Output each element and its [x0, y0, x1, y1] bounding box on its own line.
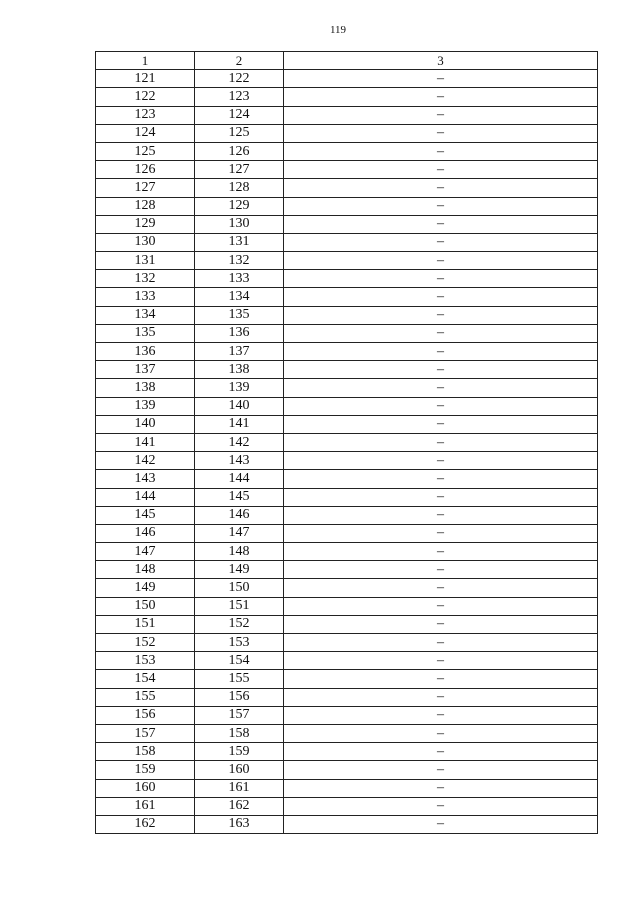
- table-cell-col-1: 157: [96, 724, 195, 742]
- table-cell-col-2: 122: [195, 70, 284, 88]
- table-cell-col-1: 132: [96, 270, 195, 288]
- table-cell-col-3: –: [284, 615, 598, 633]
- table-row: [96, 743, 598, 761]
- table-cell-col-1: 146: [96, 524, 195, 542]
- table-cell-col-2: 127: [195, 161, 284, 179]
- table-cell-col-3: –: [284, 597, 598, 615]
- table-cell-col-3: –: [284, 779, 598, 797]
- table-cell-col-1: 137: [96, 361, 195, 379]
- table-cell-col-3: –: [284, 761, 598, 779]
- table-row: [96, 597, 598, 615]
- table-cell-col-3: –: [284, 506, 598, 524]
- table-cell-col-1: 133: [96, 288, 195, 306]
- table-cell-col-1: 153: [96, 652, 195, 670]
- table-cell-col-2: 144: [195, 470, 284, 488]
- table-cell-col-1: 129: [96, 215, 195, 233]
- table-row: [96, 470, 598, 488]
- table-cell-col-3: –: [284, 88, 598, 106]
- table-cell-col-1: 147: [96, 543, 195, 561]
- table-cell-col-1: 139: [96, 397, 195, 415]
- table-cell-col-1: 159: [96, 761, 195, 779]
- column-header-3: 3: [284, 52, 598, 70]
- table-cell-col-2: 154: [195, 652, 284, 670]
- table-row: [96, 761, 598, 779]
- table-row: [96, 161, 598, 179]
- table-cell-col-1: 160: [96, 779, 195, 797]
- table-row: [96, 779, 598, 797]
- table-cell-col-1: 144: [96, 488, 195, 506]
- table-cell-col-1: 151: [96, 615, 195, 633]
- table-cell-col-3: –: [284, 215, 598, 233]
- table-cell-col-2: 143: [195, 452, 284, 470]
- table-cell-col-2: 131: [195, 233, 284, 251]
- table-cell-col-3: –: [284, 415, 598, 433]
- table-row: [96, 197, 598, 215]
- table-cell-col-2: 150: [195, 579, 284, 597]
- table-cell-col-2: 141: [195, 415, 284, 433]
- table-cell-col-2: 139: [195, 379, 284, 397]
- table-cell-col-1: 154: [96, 670, 195, 688]
- table-cell-col-3: –: [284, 70, 598, 88]
- table-cell-col-1: 126: [96, 161, 195, 179]
- table-row: [96, 306, 598, 324]
- table-row: [96, 142, 598, 160]
- table-row: [96, 397, 598, 415]
- table-cell-col-2: 133: [195, 270, 284, 288]
- table-cell-col-1: 130: [96, 233, 195, 251]
- table-cell-col-1: 136: [96, 343, 195, 361]
- table-cell-col-1: 149: [96, 579, 195, 597]
- table-cell-col-3: –: [284, 270, 598, 288]
- page-number: 119: [329, 24, 347, 36]
- table-cell-col-2: 151: [195, 597, 284, 615]
- table-cell-col-3: –: [284, 724, 598, 742]
- table-cell-col-3: –: [284, 634, 598, 652]
- table-cell-col-2: 142: [195, 433, 284, 451]
- table-cell-col-2: 156: [195, 688, 284, 706]
- table-body: [96, 70, 598, 834]
- table-row: [96, 706, 598, 724]
- table-cell-col-3: –: [284, 343, 598, 361]
- table-cell-col-2: 135: [195, 306, 284, 324]
- table-cell-col-3: –: [284, 397, 598, 415]
- table-cell-col-2: 146: [195, 506, 284, 524]
- table-cell-col-1: 156: [96, 706, 195, 724]
- table-cell-col-2: 159: [195, 743, 284, 761]
- table-cell-col-3: –: [284, 561, 598, 579]
- table-cell-col-3: –: [284, 815, 598, 833]
- table-cell-col-1: 162: [96, 815, 195, 833]
- table-row: [96, 634, 598, 652]
- table-cell-col-1: 131: [96, 252, 195, 270]
- table-cell-col-2: 124: [195, 106, 284, 124]
- table-cell-col-2: 157: [195, 706, 284, 724]
- data-table: [95, 51, 598, 834]
- table-cell-col-2: 123: [195, 88, 284, 106]
- table-cell-col-2: 149: [195, 561, 284, 579]
- table-row: [96, 379, 598, 397]
- table-cell-col-2: 155: [195, 670, 284, 688]
- table-row: [96, 179, 598, 197]
- table-row: [96, 543, 598, 561]
- table-cell-col-1: 122: [96, 88, 195, 106]
- table-cell-col-1: 148: [96, 561, 195, 579]
- table-row: [96, 415, 598, 433]
- table-cell-col-1: 127: [96, 179, 195, 197]
- table-cell-col-1: 141: [96, 433, 195, 451]
- header-row: [96, 52, 598, 70]
- table-cell-col-1: 128: [96, 197, 195, 215]
- table-cell-col-3: –: [284, 688, 598, 706]
- table-cell-col-1: 155: [96, 688, 195, 706]
- table-row: [96, 288, 598, 306]
- table-cell-col-3: –: [284, 233, 598, 251]
- table-cell-col-3: –: [284, 452, 598, 470]
- table-cell-col-3: –: [284, 433, 598, 451]
- table-cell-col-3: –: [284, 288, 598, 306]
- table-cell-col-1: 135: [96, 324, 195, 342]
- table-row: [96, 688, 598, 706]
- table-cell-col-1: 125: [96, 142, 195, 160]
- table-cell-col-3: –: [284, 252, 598, 270]
- table-row: [96, 88, 598, 106]
- table-cell-col-3: –: [284, 142, 598, 160]
- table-cell-col-2: 160: [195, 761, 284, 779]
- table-cell-col-2: 129: [195, 197, 284, 215]
- table-cell-col-2: 128: [195, 179, 284, 197]
- table-cell-col-3: –: [284, 579, 598, 597]
- table-cell-col-2: 137: [195, 343, 284, 361]
- table-cell-col-3: –: [284, 379, 598, 397]
- table-cell-col-3: –: [284, 179, 598, 197]
- table-cell-col-1: 123: [96, 106, 195, 124]
- table-cell-col-2: 136: [195, 324, 284, 342]
- table-cell-col-2: 152: [195, 615, 284, 633]
- table-cell-col-1: 145: [96, 506, 195, 524]
- table-cell-col-2: 163: [195, 815, 284, 833]
- table-cell-col-2: 130: [195, 215, 284, 233]
- table-row: [96, 488, 598, 506]
- table-cell-col-2: 126: [195, 142, 284, 160]
- table-cell-col-2: 134: [195, 288, 284, 306]
- table-row: [96, 579, 598, 597]
- table-row: [96, 452, 598, 470]
- table-cell-col-2: 147: [195, 524, 284, 542]
- table-row: [96, 615, 598, 633]
- table-row: [96, 361, 598, 379]
- table-cell-col-3: –: [284, 161, 598, 179]
- table-row: [96, 252, 598, 270]
- table-cell-col-1: 161: [96, 797, 195, 815]
- table-row: [96, 797, 598, 815]
- table-cell-col-3: –: [284, 470, 598, 488]
- table-cell-col-3: –: [284, 543, 598, 561]
- table-cell-col-3: –: [284, 706, 598, 724]
- table-row: [96, 70, 598, 88]
- table-row: [96, 670, 598, 688]
- table-cell-col-1: 124: [96, 124, 195, 142]
- table-row: [96, 524, 598, 542]
- table-cell-col-1: 142: [96, 452, 195, 470]
- table-cell-col-3: –: [284, 797, 598, 815]
- table-cell-col-3: –: [284, 197, 598, 215]
- table-cell-col-3: –: [284, 324, 598, 342]
- table-cell-col-2: 125: [195, 124, 284, 142]
- table-cell-col-3: –: [284, 106, 598, 124]
- table-cell-col-3: –: [284, 743, 598, 761]
- column-header-2: 2: [195, 52, 284, 70]
- table-row: [96, 506, 598, 524]
- table-cell-col-2: 132: [195, 252, 284, 270]
- table-cell-col-1: 140: [96, 415, 195, 433]
- table-cell-col-1: 152: [96, 634, 195, 652]
- table-cell-col-2: 148: [195, 543, 284, 561]
- table-row: [96, 652, 598, 670]
- table-row: [96, 233, 598, 251]
- table-cell-col-1: 121: [96, 70, 195, 88]
- table-cell-col-3: –: [284, 361, 598, 379]
- table-cell-col-3: –: [284, 488, 598, 506]
- table-cell-col-2: 161: [195, 779, 284, 797]
- table-cell-col-1: 143: [96, 470, 195, 488]
- table-cell-col-2: 153: [195, 634, 284, 652]
- table-cell-col-3: –: [284, 670, 598, 688]
- table-row: [96, 324, 598, 342]
- table-cell-col-3: –: [284, 652, 598, 670]
- table-row: [96, 215, 598, 233]
- table-cell-col-2: 162: [195, 797, 284, 815]
- table-row: [96, 815, 598, 833]
- table-row: [96, 106, 598, 124]
- table-cell-col-2: 145: [195, 488, 284, 506]
- table-cell-col-1: 158: [96, 743, 195, 761]
- table-cell-col-1: 138: [96, 379, 195, 397]
- table-row: [96, 724, 598, 742]
- table-cell-col-3: –: [284, 524, 598, 542]
- table-cell-col-2: 140: [195, 397, 284, 415]
- table-cell-col-2: 138: [195, 361, 284, 379]
- table-row: [96, 433, 598, 451]
- column-header-1: 1: [96, 52, 195, 70]
- table-cell-col-1: 134: [96, 306, 195, 324]
- table-cell-col-1: 150: [96, 597, 195, 615]
- table-cell-col-3: –: [284, 124, 598, 142]
- table-header: [96, 52, 598, 70]
- table-row: [96, 124, 598, 142]
- table-cell-col-2: 158: [195, 724, 284, 742]
- table-cell-col-3: –: [284, 306, 598, 324]
- table-row: [96, 270, 598, 288]
- table-row: [96, 343, 598, 361]
- table-row: [96, 561, 598, 579]
